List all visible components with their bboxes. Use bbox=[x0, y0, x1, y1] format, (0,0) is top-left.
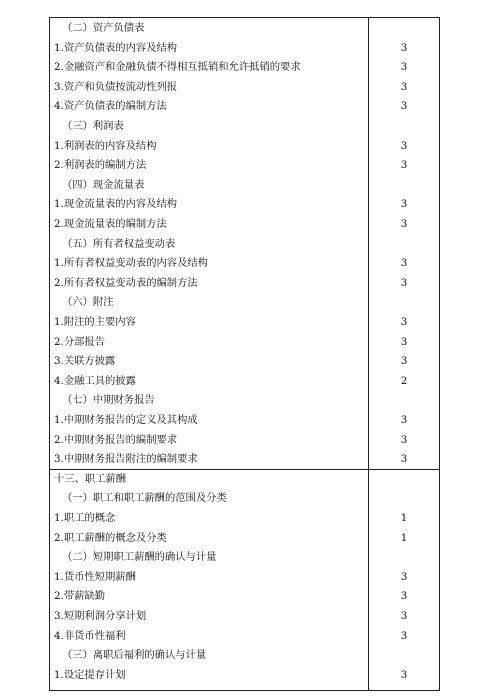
table-row bbox=[50, 215, 439, 235]
row-hours-value: 3 bbox=[400, 316, 408, 328]
row-hours-value: 3 bbox=[400, 159, 408, 172]
table-row bbox=[50, 607, 439, 627]
section-heading-row bbox=[50, 19, 439, 39]
table-row bbox=[50, 352, 439, 372]
row-hours-value: 3 bbox=[400, 355, 408, 368]
row-hours-value: 3 bbox=[400, 414, 408, 426]
table-row bbox=[50, 195, 439, 215]
table-row bbox=[50, 137, 439, 157]
section-heading-row bbox=[50, 646, 439, 666]
row-hours-value: 3 bbox=[400, 335, 408, 348]
table-row bbox=[50, 529, 439, 549]
row-hours-value: 3 bbox=[400, 668, 408, 681]
table-row bbox=[50, 509, 439, 529]
row-hours-value: 2 bbox=[400, 374, 408, 387]
table-row bbox=[50, 313, 439, 333]
row-hours-value: 3 bbox=[400, 453, 408, 466]
row-item-text: 1.资产负债表的内容及结构 bbox=[54, 41, 178, 54]
table-row bbox=[50, 333, 439, 353]
row-item-text: 4.金融工具的披露 bbox=[54, 374, 136, 387]
syllabus-table bbox=[49, 17, 440, 691]
section-heading-row bbox=[50, 176, 439, 196]
row-item-text: 2.职工薪酬的概念及分类 bbox=[54, 531, 167, 544]
row-item-text: 2.带薪缺勤 bbox=[54, 590, 106, 603]
table-row bbox=[50, 156, 439, 176]
row-hours-value: 3 bbox=[400, 610, 408, 622]
section-heading: （二）短期职工薪酬的确认与计量 bbox=[62, 551, 217, 564]
section-heading: （五）所有者权益变动表 bbox=[62, 237, 176, 250]
row-hours-value: 3 bbox=[400, 590, 408, 603]
table-row bbox=[50, 58, 439, 78]
section-heading: （二）资产负债表 bbox=[62, 22, 145, 34]
row-item-text: 1.中期财务报告的定义及其构成 bbox=[54, 414, 198, 426]
table-row bbox=[50, 372, 439, 392]
row-item-text: 1.所有者权益变动表的内容及结构 bbox=[54, 257, 208, 270]
row-hours-value: 3 bbox=[400, 570, 408, 583]
row-item-text: 2.利润表的编制方法 bbox=[54, 159, 147, 172]
row-hours-value: 1 bbox=[400, 512, 408, 524]
section-heading-row bbox=[50, 489, 439, 509]
section-heading: （六）附注 bbox=[62, 296, 114, 309]
row-item-text: 2.金融资产和金融负债不得相互抵销和允许抵销的要求 bbox=[54, 61, 301, 74]
row-hours-value: 1 bbox=[400, 531, 408, 544]
row-hours-value: 3 bbox=[400, 629, 408, 642]
row-hours-value: 3 bbox=[400, 139, 408, 152]
row-item-text: 2.分部报告 bbox=[54, 335, 106, 348]
row-hours-value: 3 bbox=[400, 41, 408, 54]
table-row bbox=[50, 274, 439, 294]
table-row bbox=[50, 666, 439, 686]
row-hours-value: 3 bbox=[400, 433, 408, 446]
row-hours-value: 3 bbox=[400, 80, 408, 93]
row-item-text: 2.现金流量表的编制方法 bbox=[54, 218, 167, 230]
table-row bbox=[50, 627, 439, 647]
row-item-text: 1.利润表的内容及结构 bbox=[54, 139, 157, 152]
table-row bbox=[50, 97, 439, 117]
section-heading: （三）利润表 bbox=[62, 120, 124, 132]
table-row bbox=[50, 411, 439, 431]
section-heading-row bbox=[50, 293, 439, 313]
row-item-text: 1.货币性短期薪酬 bbox=[54, 570, 136, 583]
row-item-text: 1.附注的主要内容 bbox=[54, 316, 136, 328]
table-row bbox=[50, 39, 439, 59]
row-hours-value: 3 bbox=[400, 218, 408, 230]
table-row bbox=[50, 254, 439, 274]
table-row bbox=[50, 568, 439, 588]
section-heading-row bbox=[50, 117, 439, 137]
table-row bbox=[50, 450, 439, 470]
table-row bbox=[50, 587, 439, 607]
row-item-text: 1.职工的概念 bbox=[54, 512, 116, 524]
row-item-text: 4.资产负债表的编制方法 bbox=[54, 100, 167, 113]
row-hours-value: 3 bbox=[400, 257, 408, 270]
section-heading: （四）现金流量表 bbox=[62, 178, 145, 191]
row-item-text: 1.现金流量表的内容及结构 bbox=[54, 198, 178, 211]
row-item-text: 3.短期利润分享计划 bbox=[54, 610, 147, 622]
row-item-text: 1.设定提存计划 bbox=[54, 668, 126, 681]
row-hours-value: 3 bbox=[400, 198, 408, 211]
table-row bbox=[50, 78, 439, 98]
section-heading-row bbox=[50, 548, 439, 568]
row-item-text: 2.所有者权益变动表的编制方法 bbox=[54, 276, 198, 289]
table-row bbox=[50, 431, 439, 451]
section-heading: （一）职工和职工薪酬的范围及分类 bbox=[62, 492, 227, 505]
section-heading-row bbox=[50, 391, 439, 411]
section-heading: （三）离职后福利的确认与计量 bbox=[62, 649, 207, 662]
section-heading: （七）中期财务报告 bbox=[62, 394, 155, 407]
row-item-text: 3.关联方披露 bbox=[54, 355, 116, 368]
row-item-text: 3.资产和负债按流动性列报 bbox=[54, 80, 178, 93]
row-item-text: 4.非货币性福利 bbox=[54, 629, 126, 642]
row-hours-value: 3 bbox=[400, 100, 408, 113]
row-hours-value: 3 bbox=[400, 61, 408, 74]
row-item-text: 3.中期财务报告附注的编制要求 bbox=[54, 453, 198, 466]
section-heading-row bbox=[50, 235, 439, 255]
row-hours-value: 3 bbox=[400, 276, 408, 289]
row-item-text: 2.中期财务报告的编制要求 bbox=[54, 433, 178, 446]
row-item-text: 十三、职工薪酬 bbox=[54, 472, 127, 485]
table-row bbox=[50, 470, 439, 490]
